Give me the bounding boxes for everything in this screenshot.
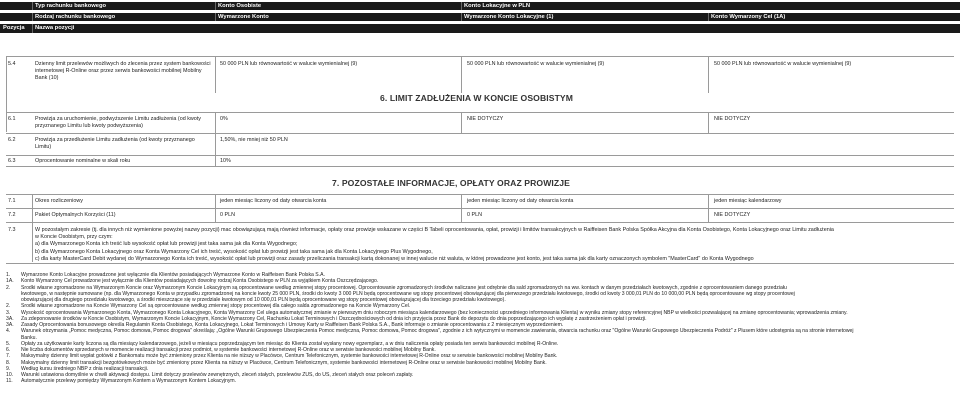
footnote-number: 9.: [6, 365, 11, 372]
header-dream-account: Wymarzone Konto: [218, 14, 269, 20]
footnote-number: 3A.: [6, 315, 14, 322]
header-row-3: [0, 24, 960, 33]
row-6-1-name: Prowizja za uruchomienie, podwyższenie Limitu zadłużenia (od kwoty przyznanego Limitu lub kwoty podwyższenia): [35, 116, 201, 129]
row-7-2-number: 7.2: [8, 212, 16, 218]
row-5-4-name: Dzienny limit przelewów możliwych do zlecenia przez system bankowości internetowej R-Online oraz przez serwis bankowości mobilnej Mobilny Bank (10): [35, 61, 211, 81]
footnote-number: 11.: [6, 378, 13, 385]
header-dream-goal-account: Konto Wymarzony Cel (1A): [711, 14, 786, 20]
row-6-3-number: 6.3: [8, 158, 16, 164]
footnote-text: Automatycznie przelewy pomiędzy Wymarzonym Kontem a Wymarzonym Kontem Lokacyjnym.: [21, 378, 237, 385]
header-deposit-account: Konto Lokacyjne w PLN: [464, 3, 531, 9]
header-row-1: [0, 2, 960, 10]
row-7-3-line: c) dla karty MasterCard Debit wydanej do Wymarzonego Konta ich treść, wysokość opłat lub prowizji oraz zasady przeliczania transakcji kartą dokonanej w innej walucie niż waluta, w której prowadzone jest konto, jest taka sama jak dla karty oznaczonych symbolem "MasterCard" do Konta Wygodnego: [35, 255, 754, 262]
header-dream-deposit-account: Wymarzone Konto Lokacyjne (1): [464, 14, 554, 20]
footnote-11: [6, 378, 954, 384]
header-account-kind-label: Rodzaj rachunku bankowego: [35, 14, 116, 20]
row-7-3-line: w Koncie Osobistym, przy czym:: [35, 234, 113, 241]
row-5-4-dream-deposit-limit: 50 000 PLN lub równowartość w walucie wymienialnej (9): [467, 61, 605, 67]
footnote-text: Nie liczba dokumentów sprzedanych w momencie realizacji transakcji przez podmiot, w systemie bankowości internetowej R-Online oraz w serwisie bankowości mobilnej Mobilny Bank.: [21, 347, 436, 353]
footnote-number: 2.: [6, 303, 11, 310]
row-6-1-number: 6.1: [8, 116, 16, 122]
row-7-3-number: 7.3: [8, 227, 16, 233]
row-7-1-number: 7.1: [8, 198, 16, 204]
row-7-3-line: a) dla Wymarzonego Konta ich treść lub wysokość opłat lub prowizji jest taka sama jak dla Konta Wygodnego;: [35, 241, 298, 248]
row-6-2-name: Prowizja za przedłużenie Limitu zadłużenia (od kwoty przyznanego Limitu): [35, 137, 195, 150]
row-7-1-dream-deposit: jeden miesiąc liczony od daty otwarcia konta: [467, 198, 574, 204]
row-7-1-dream-goal: jeden miesiąc kalendarzowy: [714, 198, 782, 204]
row-6-3-dream-account: 10%: [220, 158, 231, 164]
row-6-2-dream-account: 1,50%, nie mniej niż 50 PLN: [220, 137, 288, 143]
footnote-text: Banku.: [21, 334, 37, 341]
footnote-text: Środki własne zgromadzone na Wymarzonym Koncie oraz Wymarzonym Koncie Lokacyjnym są oprocentowane według zmiennej stopy procentowej. Oprocentowanie zgromadzonych środków naliczane jest odrębnie dla sald zgromadzonych na ww. kontach w danym przedziałach kwotowych, zgodnie z oprocentowaniem danego przedziału: [21, 284, 787, 291]
footnote-text: Konto Wymarzony Cel prowadzone jest wyłącznie dla Klientów posiadających dowolny rodzaj Konta Osobistego w PLN za wyjątkiem Konta Oszczędzającego.: [21, 278, 379, 285]
row-6-2-number: 6.2: [8, 137, 16, 143]
header-personal-account: Konto Osobiste: [218, 3, 262, 9]
footnote-number: 3.: [6, 309, 11, 316]
header-position-label: Pozycja: [3, 25, 25, 31]
footnote-number: 1.: [6, 272, 11, 278]
footnote-text: Środki własne zgromadzone na Koncie Wymarzony Cel są oprocentowane według zmiennej stopy procentowej dla całego salda zgromadzonego na Koncie Wymarzony Cel.: [21, 303, 411, 310]
footnote-number: 10.: [6, 372, 14, 378]
section-7-title: 7. POZOSTAŁE INFORMACJE, OPŁATY ORAZ PROWIZJE: [332, 178, 570, 188]
footnote-number: 5.: [6, 340, 11, 347]
section-6-title: 6. LIMIT ZADŁUŻENIA W KONCIE OSOBISTYM: [380, 93, 574, 103]
footnote-text: Wymarzone Konto Lokacyjne prowadzone jest wyłącznie dla Klientów posiadających Wymarzone Konto w Raiffeisen Bank Polska S.A.: [21, 272, 325, 278]
footnote-text: Według kursu średniego NBP z dnia realizacji transakcji.: [21, 365, 149, 372]
footnote-text: Za zdeponowanie środków w Koncie Osobistym, Wymarzonym Koncie Lokacyjnym, Koncie Wymarzony Cel, Rachunku Lokat Terminowych i Oszczędnościowych od dnia ich przyjęcia przez Bank do depozytu do dnia poprzedzającego ich wypłatę z zastrzeżeniem opłat i prowizji.: [21, 315, 647, 322]
footnote-text: kwotowego, w następnie sumowane (np. dla Wymarzonego Konta w przypadku zgromadzonej na koncie kwoty 25 000 PLN, środki do kwoty 3 000 PLN będą oprocentowane wg stopy procentowej obowiązującej dla pierwszego przedziału kwotowego, środki od kwoty 3 000,01 PLN do 10 000,00 PLN będą oprocentowane wg stopy procentowej: [21, 290, 795, 297]
header-account-type-label: Typ rachunku bankowego: [35, 3, 107, 9]
row-5-4-dream-account-limit: 50 000 PLN lub równowartość w walucie wymienialnej (9): [220, 61, 358, 67]
row-7-2-dream-account: 0 PLN: [220, 212, 235, 218]
footnote-text: Maksymalny dzienny limit wypłat gotówki z Bankomatu może być zmieniony przez Klienta na nie niższy w Placówce, Centrum Telefonicznym, systemie bankowości internetowej R-Online oraz w serwisie bankowości mobilnej Mobilny Bank.: [21, 353, 558, 360]
row-7-1-dream-account: jeden miesiąc liczony od daty otwarcia konta: [220, 198, 327, 204]
footnotes: [6, 272, 954, 385]
footnote-text: obowiązującej dla drugiego przedziału kwotowego, a środki mieszczące się w przedziale kwotowym od 10 000,01 PLN będą oprocentowane wg stopy procentowej obowiązującej dla trzeciego przedziału kwotowego).: [21, 297, 506, 303]
footnote-text: Warunek otrzymania „Pomoc medyczna, Pomoc domowa, Pomoc drogowa" określają: „Ogólne Warunki Grupowego Ubezpieczenia Pomoc medyczna, Pomoc domowa, Pomoc drogowa", zgodnie z ich wytycznymi w momencie zawierania, otwarcia rachunku oraz "Ogólne Warunki Grupowego Ubezpieczenia Podróż" z Plusem które udostępnia są na stronie internetowej: [21, 328, 854, 335]
row-7-2-name: Pakiet Optymalnych Korzyści (11): [35, 212, 116, 218]
footnote-number: 2.: [6, 284, 11, 291]
footnote-number: 4.: [6, 328, 11, 335]
footnote-text: Warunki ustawiona domyślnie w chwili aktywacji dostępu. Limit dotyczy przelewów zewnętrznych, zleceń stałych, przelewów ZUS, do US, zleceń stałych oraz poleceń zapłaty.: [21, 372, 414, 378]
row-6-1-dream-account: 0%: [220, 116, 228, 122]
header-position-name-label: Nazwa pozycji: [35, 25, 75, 31]
footnote-text: Opłaty za użytkowanie karty liczona są dla miesiący kalendarzowego, jeżeli w miesiącu poprzedzającym ten miesiąc do Klienta został wysłany nowy egzemplarz, a w dniu naliczenia opłaty posiada ten serwis bankowości mobilnej R-Online.: [21, 340, 559, 347]
row-7-2-dream-goal: NIE DOTYCZY: [714, 212, 751, 218]
footnote-number: 7.: [6, 353, 11, 360]
footnote-number: 1A.: [6, 278, 14, 285]
footnote-text: Wysokość oprocentowania Wymarzonego Konta, Wymarzonego Konta Lokacyjnego, Konta Wymarzony Cel ulega automatycznej zmianie w pierwszym dniu roboczym miesiąca kalendarzowego (bez konieczności uprzedniego informowania Klienta) w wyniku zmiany stopy referencyjnej NBP w wielkości pozwalającej na zmianę oprocentowania; wprowadzenia zmiany.: [21, 309, 848, 316]
header-row-2: [0, 13, 960, 21]
row-7-3-line: b) dla Wymarzonego Konta Lokacyjnego oraz Konta Wymarzony Cel ich treść, wysokość opłat lub prowizji jest taka sama jak dla Konta Lokacyjnego Plus Wygodnego,: [35, 248, 433, 255]
row-7-3-line: W pozostałym zakresie (tj. dla innych niż wymienione powyżej nazwy pozycji) mac obowiązującą mają również informacje, opłaty oraz prowizje wskazane w części B Tabeli oprocentowania, opłat, prowizji i limitów transakcyjnych w Raiffeisen Bank Polska Spółka Akcyjna dla Konta Osobistego, Konta Lokacyjnego oraz Limitu zadłużenia: [35, 227, 834, 233]
footnote-text: Zasady Oprocentowania bonusowego określa Regulamin Konta Osobistego, Konta Lokacyjnego, Lokat Terminowych i Umowy Karty w Raiffeisen Bank Polska S.A., Bank informuje o zmianie oprocentowania z 2 miesięcznym wyprzedzeniem.: [21, 322, 564, 328]
footnote-number: 6.: [6, 347, 11, 353]
row-5-4-dream-goal-limit: 50 000 PLN lub równowartość w walucie wymienialnej (9): [714, 61, 852, 67]
row-7-2-dream-deposit: 0 PLN: [467, 212, 482, 218]
row-6-3-name: Oprocentowanie nominalne w skali roku: [35, 158, 131, 164]
row-5-4-number: 5.4: [8, 61, 16, 67]
row-6-1-dream-goal: NIE DOTYCZY: [714, 116, 751, 122]
footnote-text: Maksymalny dzienny limit transakcji bezgotówkowych może być zmieniony przez Klienta na niższy w Placówce, Centrum Telefonicznym, systemie bankowości internetowej R-Online oraz w serwisie bankowości mobilnej Mobilny Bank.: [21, 359, 547, 366]
row-7-3-text: [35, 227, 954, 263]
footnote-number: 8.: [6, 359, 11, 366]
row-7-1-name: Okres rozliczeniowy: [35, 198, 83, 204]
row-6-1-dream-deposit: NIE DOTYCZY: [467, 116, 504, 122]
footnote-number: 3A.: [6, 322, 14, 328]
